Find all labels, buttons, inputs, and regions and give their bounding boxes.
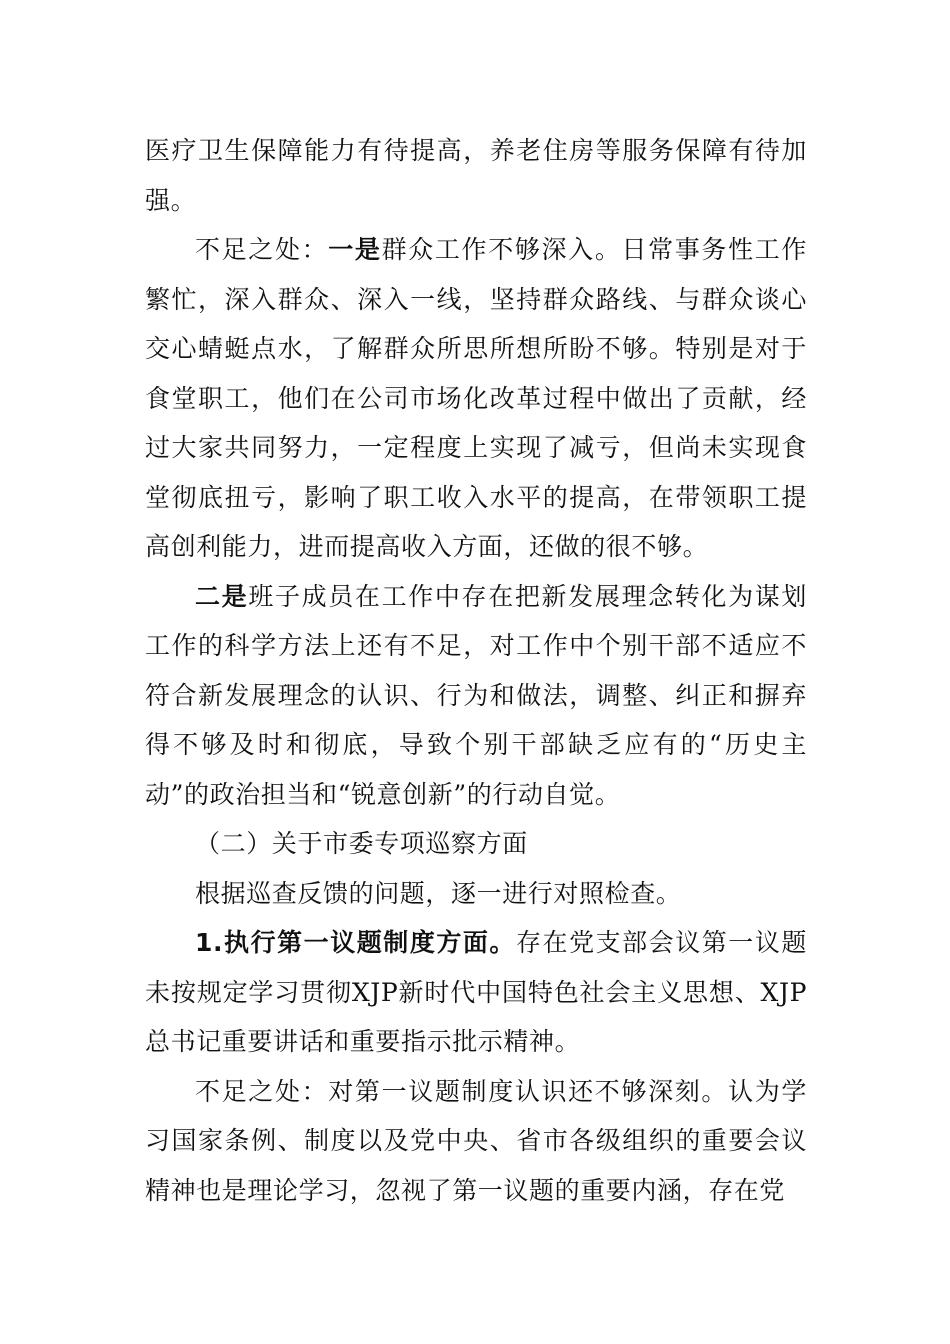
section-heading-text: （二）关于市委专项巡察方面 — [195, 829, 528, 858]
paragraph-healthcare — [145, 126, 807, 225]
shortcoming-label: 不足之处： — [195, 235, 329, 264]
paragraph-shortcoming-1 — [145, 225, 807, 572]
paragraph-shortcoming-2 — [145, 1067, 807, 1216]
paragraph-feedback — [145, 869, 807, 919]
paragraph-shortcoming-2-text: 不足之处：对第一议题制度认识还不够深刻。认为学习国家条例、制度以及党中央、省市各级组织的重要会议精神也是理论学习，忽视了第一议题的重要内涵，存在党 — [145, 1076, 807, 1205]
document-body — [145, 126, 807, 1215]
first-topic-heading: 1.执行第一议题制度方面。 — [195, 928, 516, 957]
point-two-label: 二是 — [195, 581, 249, 611]
paragraph-first-topic — [145, 918, 807, 1067]
point-one-label: 一是 — [328, 235, 382, 264]
paragraph-point-two — [145, 572, 807, 820]
paragraph-feedback-text: 根据巡查反馈的问题，逐一进行对照检查。 — [195, 878, 682, 908]
section-heading-inspection — [145, 819, 807, 869]
point-one-text: 群众工作不够深入。日常事务性工作繁忙，深入群众、深入一线，坚持群众路线、与群众谈心交心蜻蜓点水，了解群众所思所想所盼不够。特别是对于食堂职工，他们在公司市场化改革过程中做出了贡献，经过大家共同努力，一定程度上实现了减亏，但尚未实现食堂彻底扭亏，影响了职工收入水平的提高，在带领职工提高创利能力，进而提高收入方面，还做的很不够。 — [145, 235, 807, 561]
point-two-text: 班子成员在工作中存在把新发展理念转化为谋划工作的科学方法上还有不足，对工作中个别干部不适应不符合新发展理念的认识、行为和做法，调整、纠正和摒弃得不够及时和彻底，导致个别干部缺乏应有的“历史主动”的政治担当和“锐意创新”的行动自觉。 — [145, 581, 807, 809]
paragraph-healthcare-text: 医疗卫生保障能力有待提高，养老住房等服务保障有待加强。 — [145, 136, 807, 215]
first-topic-text: 存在党支部会议第一议题未按规定学习贯彻XJP新时代中国特色社会主义思想、XJP总书记重要讲话和重要指示批示精神。 — [145, 928, 807, 1056]
